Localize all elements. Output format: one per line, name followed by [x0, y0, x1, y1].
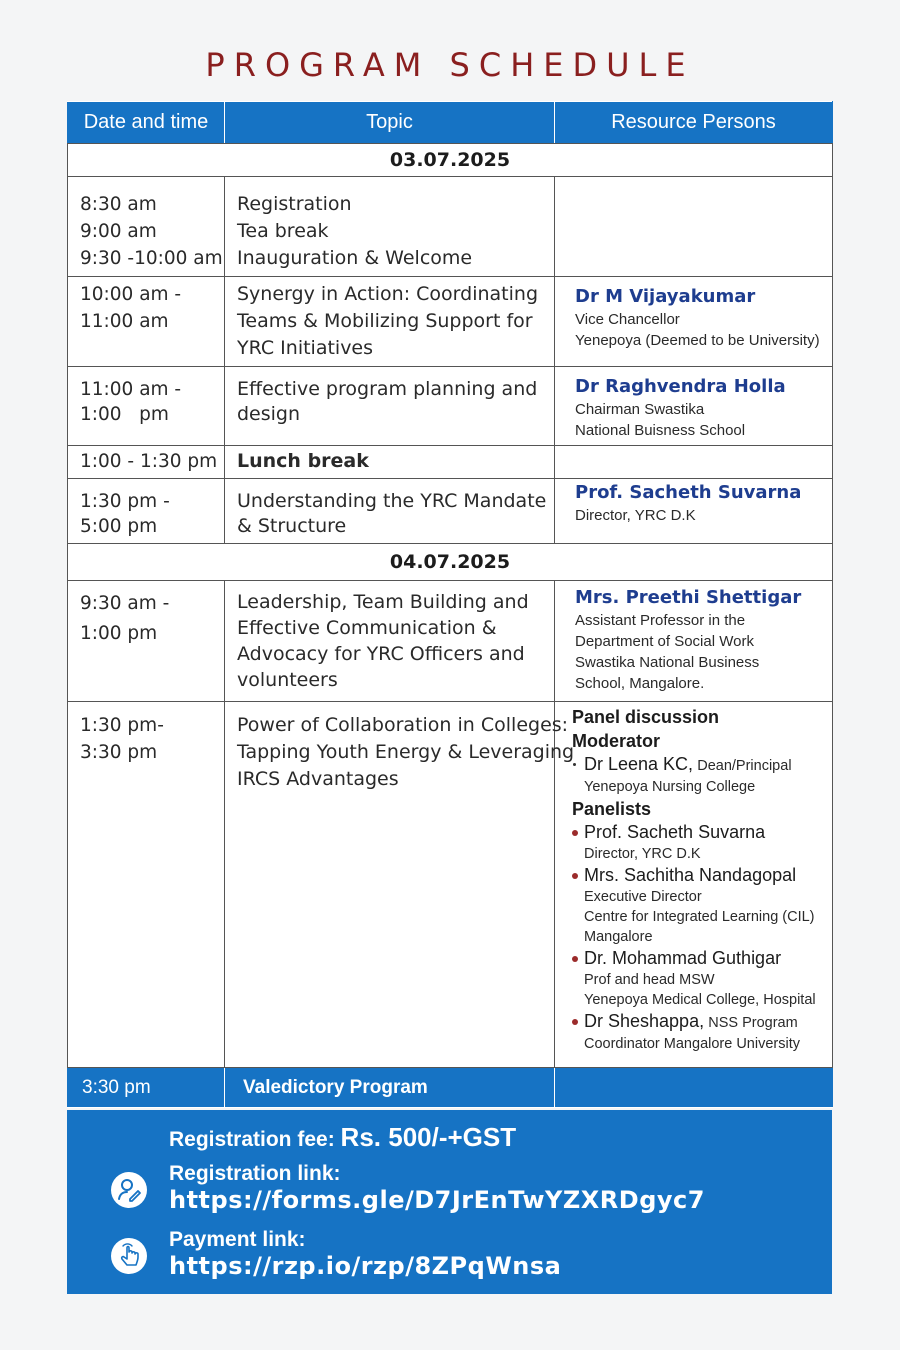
- registration-link-label: Registration link:: [169, 1162, 341, 1185]
- time-line: 8:30 am: [80, 194, 157, 215]
- time-line: 11:00 am -: [80, 379, 182, 400]
- time-line: 1:00 pm: [80, 404, 169, 425]
- panelist-detail: Yenepoya Medical College, Hospital: [584, 992, 816, 1008]
- topic-line: Synergy in Action: Coordinating: [237, 283, 539, 305]
- time-line: 1:30 pm -: [80, 491, 170, 512]
- fee-amount: Rs. 500/-+GST: [340, 1122, 517, 1152]
- panelist-name: Dr Sheshappa,: [584, 1011, 705, 1031]
- resource-person-detail: Chairman Swastika: [575, 401, 705, 418]
- resource-person-detail: Department of Social Work: [575, 633, 754, 650]
- payment-link-label: Payment link:: [169, 1228, 306, 1251]
- resource-person-detail: Vice Chancellor: [575, 311, 680, 328]
- topic-cell: [225, 177, 555, 277]
- bullet: [572, 1019, 578, 1025]
- tap-hand-icon: [111, 1238, 147, 1274]
- topic-line: volunteers: [237, 669, 338, 691]
- resource-cell: [555, 446, 833, 479]
- table-row: [68, 367, 833, 446]
- resource-person-name: Dr Raghvendra Holla: [575, 376, 786, 397]
- topic-cell: [225, 702, 575, 1068]
- time-cell: [68, 702, 225, 1068]
- panelists-heading: Panelists: [572, 799, 652, 819]
- registration-footer: [67, 1110, 832, 1294]
- fee-label: Registration fee:: [169, 1128, 335, 1151]
- moderator-entry: [572, 753, 826, 797]
- time-cell: [68, 177, 225, 277]
- resource-person-name: Prof. Sacheth Suvarna: [575, 482, 802, 503]
- panelist-entry: [572, 864, 826, 947]
- topic-line: Power of Collaboration in Colleges:: [237, 714, 569, 736]
- resource-person-name: Dr M Vijayakumar: [575, 286, 756, 307]
- resource-cell: [555, 277, 833, 367]
- topic-line: design: [237, 403, 301, 425]
- time-line: 1:00 - 1:30 pm: [80, 451, 218, 472]
- registration-link[interactable]: https://forms.gle/D7JrEnTwYZXRDgyc7: [169, 1186, 705, 1214]
- header-date-time: Date and time: [68, 102, 225, 144]
- table-row: [68, 702, 833, 1068]
- panelist-name: Prof. Sacheth Suvarna: [584, 822, 766, 842]
- topic-line: YRC Initiatives: [237, 337, 374, 359]
- header-resource-persons: Resource Persons: [555, 102, 833, 144]
- time-line: 1:30 pm-: [80, 715, 164, 736]
- registration-fee: [169, 1122, 516, 1153]
- header-topic: Topic: [225, 102, 555, 144]
- topic-line: Effective program planning and: [237, 378, 538, 400]
- panelist-detail: Centre for Integrated Learning (CIL): [584, 909, 815, 925]
- panelist-detail: Prof and head MSW: [584, 972, 715, 988]
- topic-line: Tea break: [237, 220, 329, 242]
- topic-cell: [225, 479, 555, 544]
- time-line: 11:00 am: [80, 311, 169, 332]
- valedictory-row: [68, 1068, 833, 1108]
- topic-cell: [225, 581, 555, 702]
- valedictory-topic: Valedictory Program: [225, 1068, 555, 1108]
- table-row: [68, 581, 833, 702]
- time-cell: [68, 277, 225, 367]
- dot-bullet: [573, 763, 576, 766]
- moderator-role: Dean/Principal: [697, 758, 792, 774]
- bullet: [572, 830, 578, 836]
- panelist-entry: [572, 947, 826, 1010]
- time-line: 1:00 pm: [80, 623, 158, 644]
- resource-person-detail: Director, YRC D.K: [575, 507, 696, 524]
- valedictory-resource: [555, 1068, 833, 1108]
- panelist-detail: Executive Director: [584, 889, 702, 905]
- time-cell: [68, 446, 225, 479]
- resource-person-detail: Swastika National Business: [575, 654, 760, 671]
- panelist-detail: Mangalore: [584, 929, 653, 945]
- topic-line: Understanding the YRC Mandate: [237, 490, 547, 512]
- topic-line: Leadership, Team Building and: [237, 591, 529, 613]
- panelist-entry: [572, 821, 826, 864]
- resource-cell: [555, 367, 833, 446]
- moderator-heading: Moderator: [572, 731, 661, 751]
- table-row: [68, 177, 833, 277]
- bullet: [572, 873, 578, 879]
- table-row: [68, 446, 833, 479]
- time-cell: [68, 581, 225, 702]
- time-line: 5:00 pm: [80, 516, 158, 537]
- resource-person-detail: Assistant Professor in the: [575, 612, 746, 629]
- date-label: 04.07.2025: [68, 544, 833, 581]
- topic-line: Inauguration & Welcome: [237, 247, 473, 269]
- time-cell: [68, 367, 225, 446]
- table-row: [68, 479, 833, 544]
- panelist-detail: Coordinator Mangalore University: [584, 1036, 800, 1052]
- table-row: [68, 277, 833, 367]
- resource-cell: [555, 581, 833, 702]
- bullet: [572, 956, 578, 962]
- topic-cell: [225, 446, 555, 479]
- date-row-day1: [68, 144, 833, 177]
- page-title: PROGRAM SCHEDULE: [205, 46, 695, 84]
- panelist-name: Dr. Mohammad Guthigar: [584, 948, 782, 968]
- valedictory-time: 3:30 pm: [68, 1068, 225, 1108]
- resource-person-name: Mrs. Preethi Shettigar: [575, 587, 802, 608]
- topic-line: Teams & Mobilizing Support for: [237, 310, 533, 332]
- resource-cell: [555, 702, 833, 1068]
- panelist-name: Mrs. Sachitha Nandagopal: [584, 865, 797, 885]
- time-line: 10:00 am -: [80, 284, 182, 305]
- date-label: 03.07.2025: [68, 144, 833, 177]
- resource-cell: [555, 177, 833, 277]
- resource-person-detail: Yenepoya (Deemed to be University): [575, 332, 820, 349]
- panelist-entry: [572, 1010, 826, 1054]
- payment-link[interactable]: https://rzp.io/rzp/8ZPqWnsa: [169, 1252, 562, 1280]
- table-header: [68, 102, 833, 144]
- time-line: 9:30 am -: [80, 593, 170, 614]
- panelist-role: NSS Program: [708, 1015, 798, 1031]
- topic-line: & Structure: [237, 515, 347, 537]
- moderator-detail: Yenepoya Nursing College: [584, 779, 756, 795]
- time-line: 9:00 am: [80, 221, 157, 242]
- topic-cell: [225, 367, 555, 446]
- topic-line: Advocacy for YRC Officers and: [237, 643, 525, 665]
- pen-hand-icon: [111, 1172, 147, 1208]
- resource-person-detail: National Buisness School: [575, 422, 746, 439]
- topic-line: IRCS Advantages: [237, 768, 399, 790]
- schedule-table: [67, 101, 833, 1108]
- topic-line: Registration: [237, 193, 352, 215]
- topic-cell: [225, 277, 555, 367]
- topic-line: Lunch break: [237, 450, 369, 472]
- time-cell: [68, 479, 225, 544]
- panelist-detail: Director, YRC D.K: [584, 846, 701, 862]
- panel-discussion-heading: Panel discussion: [572, 707, 720, 727]
- date-row-day2: [68, 544, 833, 581]
- topic-line: Effective Communication &: [237, 617, 497, 639]
- time-line: 3:30 pm: [80, 742, 158, 763]
- topic-line: Tapping Youth Energy & Leveraging: [237, 741, 575, 763]
- resource-person-detail: School, Mangalore.: [575, 675, 705, 692]
- time-line: 9:30 -10:00 am: [80, 248, 223, 269]
- resource-cell: [555, 479, 833, 544]
- moderator-name: Dr Leena KC,: [584, 754, 694, 774]
